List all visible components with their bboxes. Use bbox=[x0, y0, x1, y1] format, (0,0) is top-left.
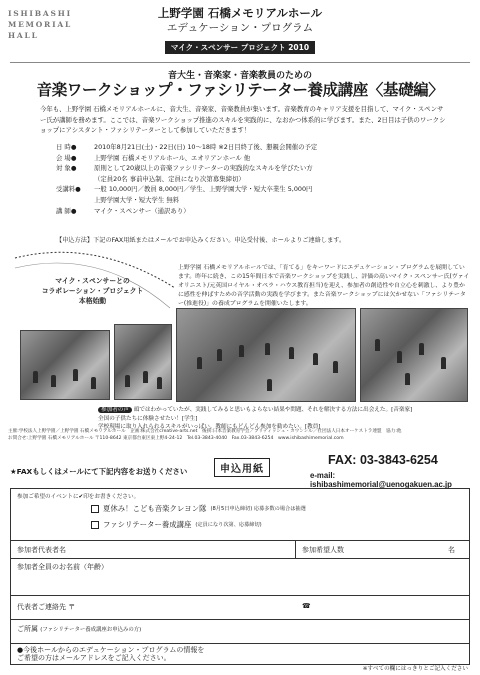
project-section bbox=[10, 248, 470, 430]
event-note: (8月5日申込締切) 応募多数の場合は抽選 bbox=[210, 506, 306, 512]
detail-text: （定員20名 事前申込制、定員になり次第募集締切） bbox=[94, 174, 245, 183]
workshop-photo bbox=[176, 308, 356, 402]
field-label: 代表者ご連絡先 〒 bbox=[17, 603, 76, 611]
detail-row bbox=[56, 153, 456, 164]
representative-name-field[interactable] bbox=[11, 541, 296, 558]
email-label: e-mail: bbox=[310, 471, 336, 480]
detail-label: 講 師● bbox=[56, 206, 77, 215]
field-label: 参加者全員のお名前（年齢） bbox=[17, 563, 108, 571]
phone-icon: ☎ bbox=[302, 602, 311, 610]
event-note: (定員になり次第、応募締切) bbox=[195, 522, 262, 528]
credit-line: 主催:学校法人上野学園／上野学園 石橋メモリアルホール 企画:株式会社creative-arts.net 後援:日本音楽教育学会／ブリティッシュ・カウンシル／社団法人日本オーケストラ連盟 協力:他 bbox=[8, 429, 402, 434]
event-name: 夏休み！こども音楽クレヨン隊 bbox=[103, 504, 207, 513]
voice-line bbox=[98, 406, 470, 415]
optin-text: ●今後ホールからのエデュケーション・プログラムの情報を bbox=[17, 646, 205, 654]
event-option-crayon[interactable] bbox=[91, 503, 306, 514]
logo-line: MEMORIAL bbox=[8, 20, 73, 29]
postal-address-field[interactable] bbox=[17, 602, 302, 613]
event-selection-row bbox=[11, 489, 469, 541]
header bbox=[0, 0, 480, 58]
detail-label bbox=[56, 174, 94, 185]
contact-line: お問合せ:上野学園 石橋メモリアルホール 〒110-8642 東京都台東区東上野4-24-12 Tel.03-3843-4040 Fax.03-3843-6254 www.ishibashimemorial.com bbox=[8, 436, 344, 441]
application-form bbox=[10, 488, 470, 665]
project-label bbox=[30, 276, 155, 306]
voice-line: 全国の子供たちに体験させたい！[学生] bbox=[98, 415, 198, 422]
detail-text: 2010年8月21日(土)・22日(日) 10〜18時 ※2日目終了後、懇親会開催の予定 bbox=[94, 143, 318, 151]
logo-line: ISHIBASHI bbox=[8, 9, 72, 18]
application-form-title: 申込用紙 bbox=[214, 458, 270, 477]
detail-label: 日 時● bbox=[56, 143, 77, 151]
detail-label bbox=[56, 195, 94, 206]
workshop-photo bbox=[360, 308, 468, 402]
detail-row bbox=[56, 174, 456, 185]
event-name: ファシリテーター養成講座 bbox=[103, 520, 192, 529]
email-address[interactable] bbox=[310, 471, 472, 489]
field-label: 参加希望人数 bbox=[302, 546, 344, 554]
count-unit: 名 bbox=[448, 546, 455, 554]
apply-method-note: 【申込方法】下記のFAX用紙またはメールでお申込みください。申込受付後、ホールよりご連絡します。 bbox=[56, 237, 346, 244]
detail-row bbox=[56, 195, 456, 206]
voices-tag: 参加者の声 bbox=[98, 407, 132, 413]
event-option-facilitator[interactable] bbox=[91, 519, 262, 530]
representative-row bbox=[11, 541, 469, 559]
voice-line: 学校現場に取り入れられるスキルがいっぱい。教師にもどんどん参加を勧めたい。[教員] bbox=[98, 424, 321, 430]
project-label-line: 本格始動 bbox=[78, 297, 107, 305]
form-footnote: ※すべての欄にはっきりとご記入ください bbox=[362, 666, 468, 672]
field-label: 参加者代表者名 bbox=[17, 546, 66, 554]
checkbox[interactable] bbox=[91, 505, 99, 513]
optin-text: ご希望の方はメールアドレスをご記入ください。 bbox=[17, 654, 171, 662]
field-label: ご所属 bbox=[17, 625, 38, 633]
header-title bbox=[150, 6, 330, 54]
fax-instruction: ★FAXもしくはメールにて下記内容をお送りください bbox=[10, 467, 188, 476]
email-optin-field[interactable] bbox=[11, 644, 469, 664]
hall-logo bbox=[8, 8, 72, 54]
attendee-count-field[interactable] bbox=[296, 541, 469, 558]
email-value: ishibashimemorial@uenogakuen.ac.jp bbox=[310, 480, 452, 489]
detail-text: マイク・スペンサー（通訳あり） bbox=[94, 206, 190, 215]
checkbox[interactable] bbox=[91, 521, 99, 529]
detail-row bbox=[56, 163, 456, 174]
detail-row bbox=[56, 184, 456, 195]
workshop-photo bbox=[20, 330, 110, 400]
detail-row bbox=[56, 206, 456, 217]
main-title: 音楽ワークショップ・ファシリテーター養成講座〈基礎編〉 bbox=[36, 80, 444, 99]
project-description: 上野学園 石橋メモリアルホールでは、「育てる」をキーワードにエデュケーション・プログラムを展開しています。昨年に続き、この15年間日本で音楽ワークショップを実践し、評価の高いマイク・スペンサー氏(ヴァイオリニスト/元英国ロイヤル・オペラ・ハウス教育担当)を迎え、参加者の創造性や自立心を刺激し、より豊かに感性を伸ばすための音学活動の実践を学びます。また音楽ワークショップには欠かせない「ファシリテーター(推進役)」の養成プログラムを開催いたします。 bbox=[178, 265, 470, 307]
program-name: エデュケーション・プログラム bbox=[166, 22, 314, 34]
org-name: 上野学園 石橋メモリアルホール bbox=[157, 6, 323, 20]
detail-text: 一般 10,000円／教員 8,000円／学生、上野学園大学・短大卒業生 5,000円 bbox=[94, 185, 313, 194]
detail-text: 原則として20歳以上の音楽ファシリテーターの実践的なスキルを学びたい方 bbox=[94, 164, 313, 173]
event-details bbox=[56, 142, 456, 216]
project-label-line: コラボレーション・プロジェクト bbox=[41, 287, 144, 295]
phone-field[interactable] bbox=[302, 602, 311, 613]
project-badge: マイク・スペンサー プロジェクト 2010 bbox=[165, 41, 315, 54]
sponsor-credits bbox=[8, 428, 472, 442]
fax-header bbox=[8, 452, 472, 492]
logo-line: HALL bbox=[8, 31, 39, 40]
detail-row bbox=[56, 142, 456, 153]
contact-row bbox=[11, 596, 469, 620]
detail-text: 上野学園 石橋メモリアルホール、エオリアンホール 他 bbox=[94, 153, 251, 162]
detail-label: 対 象● bbox=[56, 164, 77, 173]
event-selection-label: 参加ご希望のイベントに✔印をお書きください。 bbox=[17, 494, 140, 500]
voice-text: 頭ではわかっていたが、実践してみると思いもよらない結果や問題、それを解決する方法に出会えた。[音楽家] bbox=[133, 407, 413, 413]
fax-number: FAX: 03-3843-6254 bbox=[328, 453, 438, 467]
intro-text: 今年も、上野学園 石橋メモリアルホールに、音大生、音楽家、音楽教員が集います。音楽教育のキャリア支援を目指して、マイク・スペンサー氏が講師を務めます。ここでは、音楽ワークショップ推進のスキルを実践的に、なおかつ体系的に学びます。また、2日目は子供のワークショップにアシスタント・ファシリテーターとして参加していただきます！ bbox=[40, 105, 446, 134]
subtitle: 音大生・音楽家・音楽教員のための bbox=[167, 71, 312, 81]
detail-label: 会 場● bbox=[56, 153, 77, 162]
detail-label: 受講料● bbox=[56, 185, 81, 194]
project-label-line: マイク・スペンサーとの bbox=[55, 277, 130, 285]
divider bbox=[10, 62, 470, 63]
all-participants-field[interactable] bbox=[11, 559, 469, 596]
field-note: (ファシリテーター養成講座お申込みの方) bbox=[40, 627, 142, 633]
detail-text: 上野学園大学・短大学生 無料 bbox=[94, 195, 180, 204]
affiliation-field[interactable] bbox=[11, 620, 469, 644]
workshop-photo bbox=[114, 324, 172, 400]
